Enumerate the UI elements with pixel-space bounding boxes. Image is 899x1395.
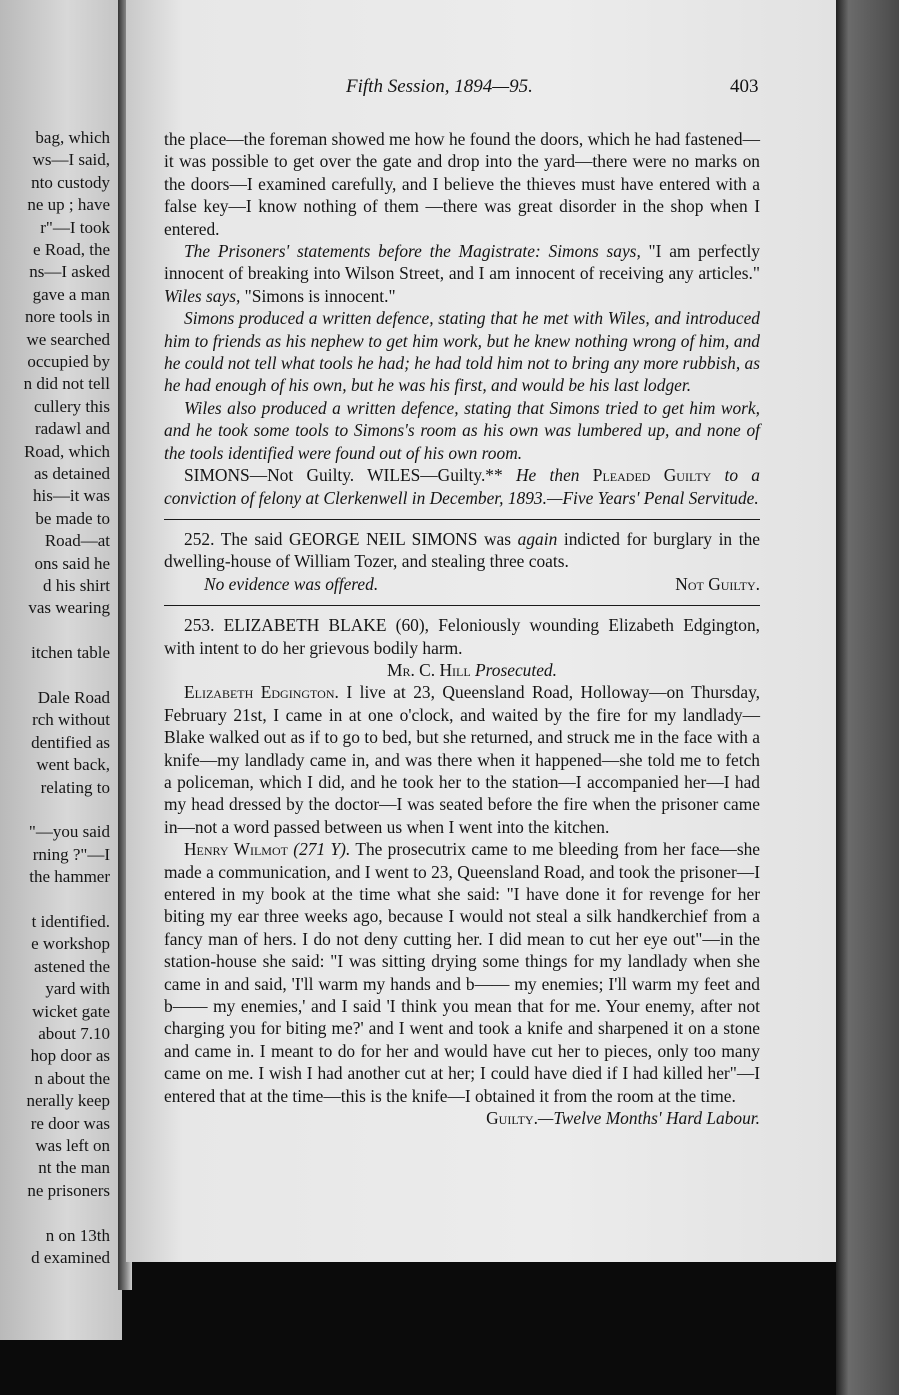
page-number: 403 — [730, 76, 759, 97]
verdict-pleaded: Pleaded Guilty — [592, 465, 712, 486]
left-page-line: ne prisoners — [27, 1180, 110, 1200]
left-page-line: n on 13th — [45, 1225, 110, 1245]
prosecutor-name: Mr. C. Hill — [387, 659, 471, 680]
left-page-line: radawl and — [34, 419, 110, 439]
left-page-line: n about the — [34, 1068, 110, 1088]
left-page-line: ne up ; have — [27, 195, 110, 215]
left-page-line: nerally keep — [26, 1091, 110, 1111]
paragraph-simons-defence: Simons produced a written defence, stating that he met with Wiles, and introduced him to friends as his nephew to get him work, but he knew nothing wrong of him, and he could not tell what tools he had; he had told him not to bring any more rubbish, as he had enough of his own, but he was his first, and would be his last lodger. — [164, 308, 760, 396]
left-page-line: went back, — [36, 755, 110, 775]
page-header — [126, 76, 838, 100]
left-page-line: r"—I took — [40, 217, 110, 237]
left-page-line: the hammer — [29, 867, 110, 887]
left-page-line: t identified. — [31, 912, 110, 931]
left-page-line: his—it was — [33, 486, 110, 506]
left-page-line: d examined — [31, 1248, 110, 1267]
wiles-says: Wiles says, — [164, 285, 241, 306]
case-252-again: again — [517, 528, 558, 549]
paragraph-case-253: 253. ELIZABETH BLAKE (60), Feloniously wounding Elizabeth Edgington, with intent to do her grievous bodily harm. — [164, 615, 760, 658]
running-head: Fifth Session, 1894—95. — [346, 76, 533, 97]
page-body — [164, 128, 760, 1129]
case-252-text: 252. The said GEORGE NEIL SIMONS was — [184, 528, 518, 549]
left-page-line: astened the — [34, 956, 110, 976]
paragraph-continuation: the place—the foreman showed me how he found the doors, which he had fastened—it was possible to get over the gate and drop into the yard—there were no marks on the doors—I examined carefully, and I believe the thieves must have entered with a false key—I know nothing of them —there was great disorder in the shop when I entered. — [164, 129, 760, 239]
paragraph-wiles-defence: Wiles also produced a written defence, stating that Simons tried to get him work, and he took some tools to Simons's room as his own was lumbered up, and none of the tools identified were found out of his own room. — [164, 397, 760, 463]
paragraph-verdicts — [164, 464, 760, 509]
right-page — [126, 0, 838, 1262]
left-page-line: we searched — [26, 329, 110, 349]
left-page-line: hop door as — [30, 1046, 110, 1066]
left-page-line: ons said he — [34, 553, 110, 573]
case-252-verdict: Not Guilty. — [675, 573, 760, 594]
left-page-line: was left on — [35, 1136, 110, 1155]
left-page-line: bag, which — [35, 128, 110, 147]
left-page-line: Road, which — [24, 441, 110, 461]
section-divider — [164, 605, 760, 606]
paragraph-witness-edgington — [164, 681, 760, 838]
left-page-line: ns—I asked — [29, 262, 110, 282]
book-edge — [836, 0, 899, 1395]
left-page-line: re door was — [30, 1113, 110, 1133]
left-page-line: nt the man — [38, 1158, 110, 1178]
case-252-charge: indicted for burglary in the dwelling-house of William Tozer, and stealing three coats. — [164, 528, 760, 572]
left-page-line: nore tools in — [25, 307, 110, 327]
left-page-line: n did not tell — [23, 374, 110, 394]
left-page-line: e workshop — [31, 934, 110, 954]
left-page-line: relating to — [40, 777, 110, 797]
verdict-simons: SIMONS—Not Guilty. — [184, 465, 355, 486]
paragraph-witness-wilmot — [164, 838, 760, 1107]
section-divider — [164, 519, 760, 520]
verdict-wiles: WILES—Guilty.** — [354, 465, 503, 486]
witness-badge: (271 Y). — [287, 839, 351, 860]
left-page-line: ws—I said, — [32, 150, 110, 170]
left-page-line: gave a man — [32, 284, 110, 304]
witness-name: Henry Wilmot — [184, 839, 288, 860]
prosecution-line — [164, 659, 760, 681]
left-page-line: d his shirt — [42, 576, 110, 595]
left-facing-page — [0, 0, 122, 1340]
left-page-line: dentified as — [31, 732, 110, 752]
left-page-line: itchen table — [31, 643, 110, 663]
verdict-conviction: to a conviction of felony at Clerkenwell in December, 1893.—Five Years' Penal Servitude. — [164, 465, 761, 508]
statements-heading: The Prisoners' statements before the Magistrate: Simons says, — [184, 241, 641, 262]
left-page-line: be made to — [35, 508, 110, 528]
left-page-line: wicket gate — [32, 1001, 110, 1021]
left-page-line: e Road, the — [33, 240, 110, 259]
witness-name: Elizabeth Edgington. — [184, 682, 339, 703]
final-verdict — [164, 1107, 760, 1129]
no-evidence: No evidence was offered. — [204, 573, 379, 594]
left-page-line: cullery this — [33, 396, 110, 416]
simons-statement: "I am perfectly innocent of breaking into Wilson Street, and I am innocent of receiving any articles." — [164, 241, 760, 284]
left-page-line: as detained — [34, 464, 110, 483]
left-page-line: "—you said — [28, 822, 110, 842]
wiles-statement: "Simons is innocent." — [240, 285, 396, 306]
left-page-line: yard with — [45, 979, 110, 999]
left-page-line: rning ?"—I — [32, 844, 110, 864]
witness-testimony: The prosecutrix came to me bleeding from her face—she made a communication, and I went to 23, Queensland Road, and took the prisoner—I entered in my book at the time what she said: "I have done it for revenge for her biting my ear three weeks ago, because I would not steal a silk handkerchief from a fancy man of hers. I do not deny cutting her. I did mean to cut her eye out"—in the station-house she said: "I was sitting drying some things for my landlady when she came in and said, 'I'll warm my hands and b—— my enemies; I'll warm my feet and b—— my enemies,' and I said 'I think you mean that for me. Your enemy, after not charging you for biting me?' and I went and took a knife and sharpened it on a stone and came in. I meant to do for her and would have cut her to pieces, only too many came on me. I wish I had another cut at her; I could have died if I had killed her"—I entered that at the time—this is the knife—I obtained it from the room at the time. — [164, 839, 760, 1106]
left-page-line: Road—at — [44, 531, 110, 551]
left-page-line: about 7.10 — [38, 1024, 110, 1043]
left-page-line: nto custody — [31, 172, 110, 192]
final-guilty: Guilty. — [486, 1108, 538, 1129]
witness-testimony: I live at 23, Queensland Road, Holloway—on Thursday, February 21st, I came in at one o'clock, and waited by the fire for my landlady—Blake walked out as if to go to bed, but she returned, and struck me in the face with a knife—my landlady came in, and was there when it happened—she told me to fetch a policeman, which I did, and he took her to the station—I accompanied her—I had my head dressed by the doctor—I was seated before the fire when the prisoner came in—not a word passed between us when I went into the kitchen. — [164, 682, 760, 837]
paragraph-prisoners-statements — [164, 240, 760, 307]
final-sentence: —Twelve Months' Hard Labour. — [537, 1108, 760, 1129]
left-page-line: vas wearing — [28, 598, 110, 618]
left-page-line: Dale Road — [37, 688, 110, 707]
prosecuted-word: Prosecuted. — [470, 659, 557, 680]
left-page-line: occupied by — [27, 352, 110, 371]
paragraph-case-252 — [164, 528, 760, 573]
left-page-line: rch without — [32, 710, 110, 730]
case-252-outcome — [164, 573, 760, 595]
verdict-then: He then — [502, 465, 593, 486]
